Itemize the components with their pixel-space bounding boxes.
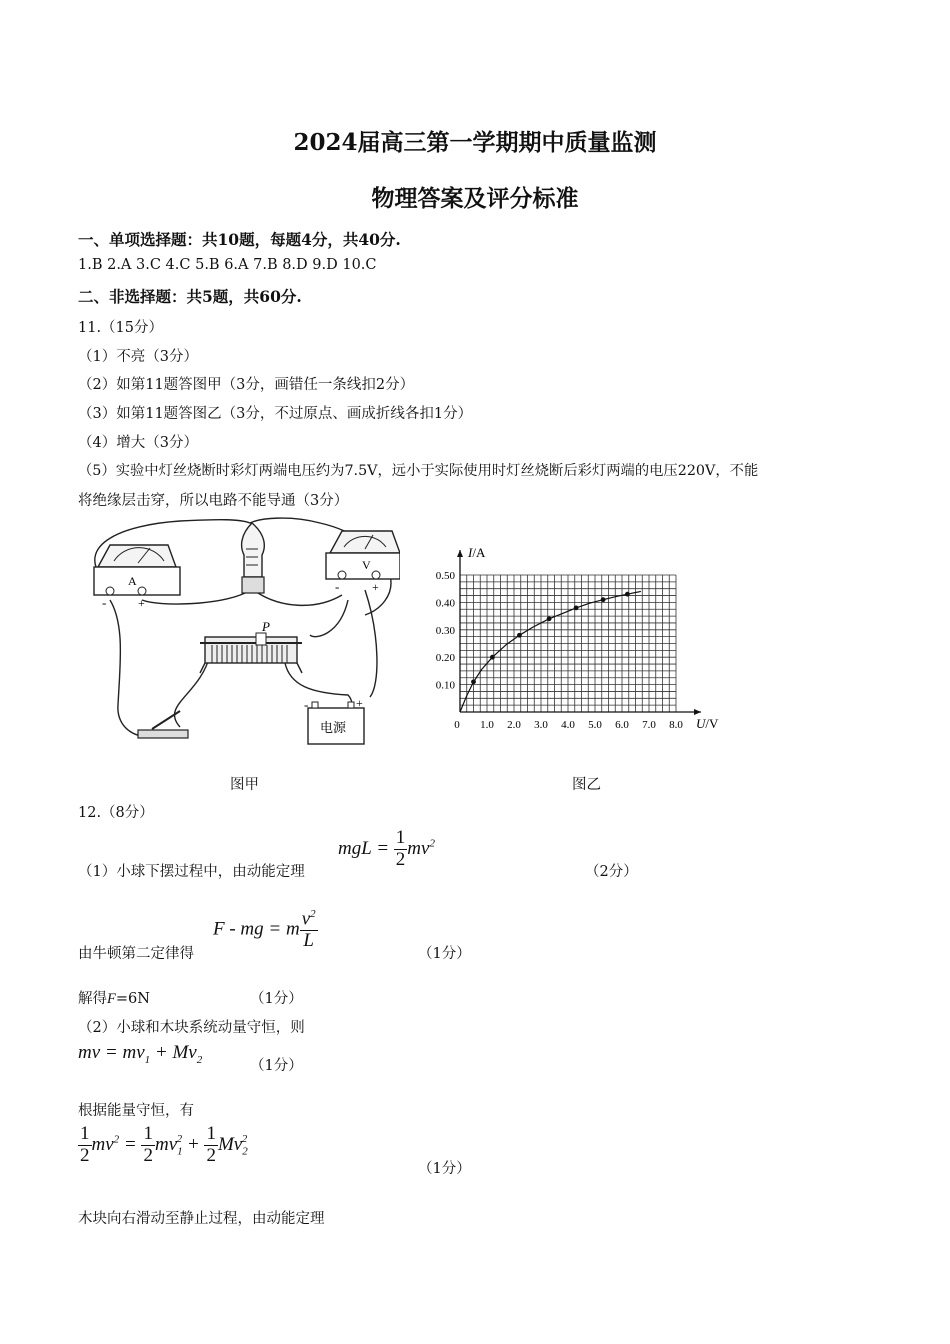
source-minus: - bbox=[304, 697, 309, 712]
ammeter bbox=[94, 545, 180, 610]
x-tick-label: 2.0 bbox=[507, 719, 521, 730]
x-tick-label: 7.0 bbox=[642, 719, 656, 730]
data-point bbox=[601, 597, 606, 602]
y-axis-arrow bbox=[457, 550, 463, 557]
q12-result: 解得F=6N bbox=[78, 991, 150, 1007]
voltmeter bbox=[326, 531, 400, 594]
x-tick-label: 3.0 bbox=[534, 719, 548, 730]
equation-newton-second: F - mg = m $\frac{v^2}{L}$ bbox=[213, 908, 316, 952]
section-heading-nonchoice: 二、非选择题：共5题，共60分. bbox=[78, 287, 302, 306]
iu-chart bbox=[425, 540, 725, 730]
equation-energy: $\frac{1}{2}$ $mv^2$ = $\frac{1}{2}$ $mv_1^2$ + $\frac{1}{2}$ $Mv_2^2$ bbox=[80, 1123, 248, 1166]
figure-a-caption: 图甲 bbox=[230, 777, 259, 793]
circuit-diagram bbox=[80, 515, 400, 750]
section-heading-choice: 一、单项选择题：共10题，每题4分，共40分. bbox=[78, 230, 401, 249]
q11-part5-line1: （5）实验中灯丝烧断时彩灯两端电压约为7.5V，远小于实际使用时灯丝烧断后彩灯两端的电压220V，不能 bbox=[78, 463, 759, 479]
q12-energy-score: （1分） bbox=[418, 1161, 471, 1177]
q12-part2-momentum-score: （1分） bbox=[250, 1058, 303, 1074]
power-source bbox=[304, 696, 364, 744]
origin-label: 0 bbox=[454, 719, 460, 730]
q11-part2: （2）如第11题答图甲（3分，画错任一条线扣2分） bbox=[78, 377, 415, 393]
q12-block-text: 木块向右滑动至静止过程，由动能定理 bbox=[78, 1211, 325, 1227]
switch bbox=[138, 711, 188, 738]
data-point bbox=[517, 633, 522, 638]
lamp bbox=[242, 523, 265, 593]
source-label: 电源 bbox=[320, 721, 347, 736]
q11-part3: （3）如第11题答图乙（3分，不过原点、画成折线各扣1分） bbox=[78, 406, 473, 422]
source-plus: + bbox=[356, 696, 363, 710]
y-tick-label: 0.30 bbox=[435, 624, 455, 637]
q12-energy-text: 根据能量守恒，有 bbox=[78, 1103, 194, 1119]
ammeter-label: A bbox=[128, 574, 137, 588]
data-point bbox=[471, 679, 476, 684]
q12-part2-momentum: （2）小球和木块系统动量守恒，则 bbox=[78, 1020, 305, 1036]
q12-part1: （1）小球下摆过程中，由动能定理 bbox=[78, 864, 305, 880]
x-tick-label: 4.0 bbox=[561, 719, 575, 730]
voltmeter-plus: + bbox=[372, 580, 379, 594]
x-axis-arrow bbox=[694, 709, 701, 715]
figure-b-caption: 图乙 bbox=[572, 777, 601, 793]
q12-heading: 12.（8分） bbox=[78, 805, 154, 821]
choice-answers: 1.B 2.A 3.C 4.C 5.B 6.A 7.B 8.D 9.D 10.C bbox=[78, 257, 377, 273]
data-point bbox=[625, 592, 630, 597]
q11-heading: 11.（15分） bbox=[78, 320, 164, 336]
q11-part1: （1）不亮（3分） bbox=[78, 349, 198, 365]
data-point bbox=[574, 605, 579, 610]
ammeter-plus: + bbox=[138, 596, 145, 610]
q12-result-score: （1分） bbox=[250, 991, 303, 1007]
data-point bbox=[547, 616, 552, 621]
q12-part1-score: （2分） bbox=[585, 864, 638, 880]
equation-kinetic-energy: mgL = $\frac{1}{2}$ $mv^2$ bbox=[338, 827, 435, 870]
ammeter-minus: - bbox=[102, 595, 107, 610]
q11-part5-line2: 将绝缘层击穿，所以电路不能导通（3分） bbox=[78, 493, 349, 509]
rheostat bbox=[200, 619, 302, 673]
q12-part2: 由牛顿第二定律得 bbox=[78, 946, 194, 962]
y-tick-label: 0.20 bbox=[435, 652, 455, 665]
slider-label: P bbox=[262, 619, 270, 634]
y-tick-label: 0.50 bbox=[435, 570, 455, 582]
x-tick-label: 1.0 bbox=[480, 719, 494, 730]
data-point bbox=[490, 655, 495, 660]
voltmeter-label: V bbox=[362, 558, 371, 572]
q11-part4: （4）增大（3分） bbox=[78, 435, 198, 451]
page-title: 2024届高三第一学期期中质量监测 bbox=[293, 129, 657, 156]
x-tick-label: 5.0 bbox=[588, 719, 602, 730]
y-tick-label: 0.10 bbox=[435, 679, 455, 692]
page-subtitle: 物理答案及评分标准 bbox=[371, 185, 579, 212]
voltmeter-minus: - bbox=[335, 579, 340, 594]
x-tick-label: 6.0 bbox=[615, 719, 629, 730]
x-axis-label: U/V bbox=[696, 716, 719, 730]
q12-part2-score: （1分） bbox=[418, 946, 471, 962]
x-tick-label: 8.0 bbox=[669, 719, 683, 730]
y-tick-label: 0.40 bbox=[435, 597, 455, 610]
y-axis-label: I/A bbox=[468, 545, 486, 560]
equation-momentum: mv = $mv_1 + Mv_2$ bbox=[78, 1042, 203, 1066]
